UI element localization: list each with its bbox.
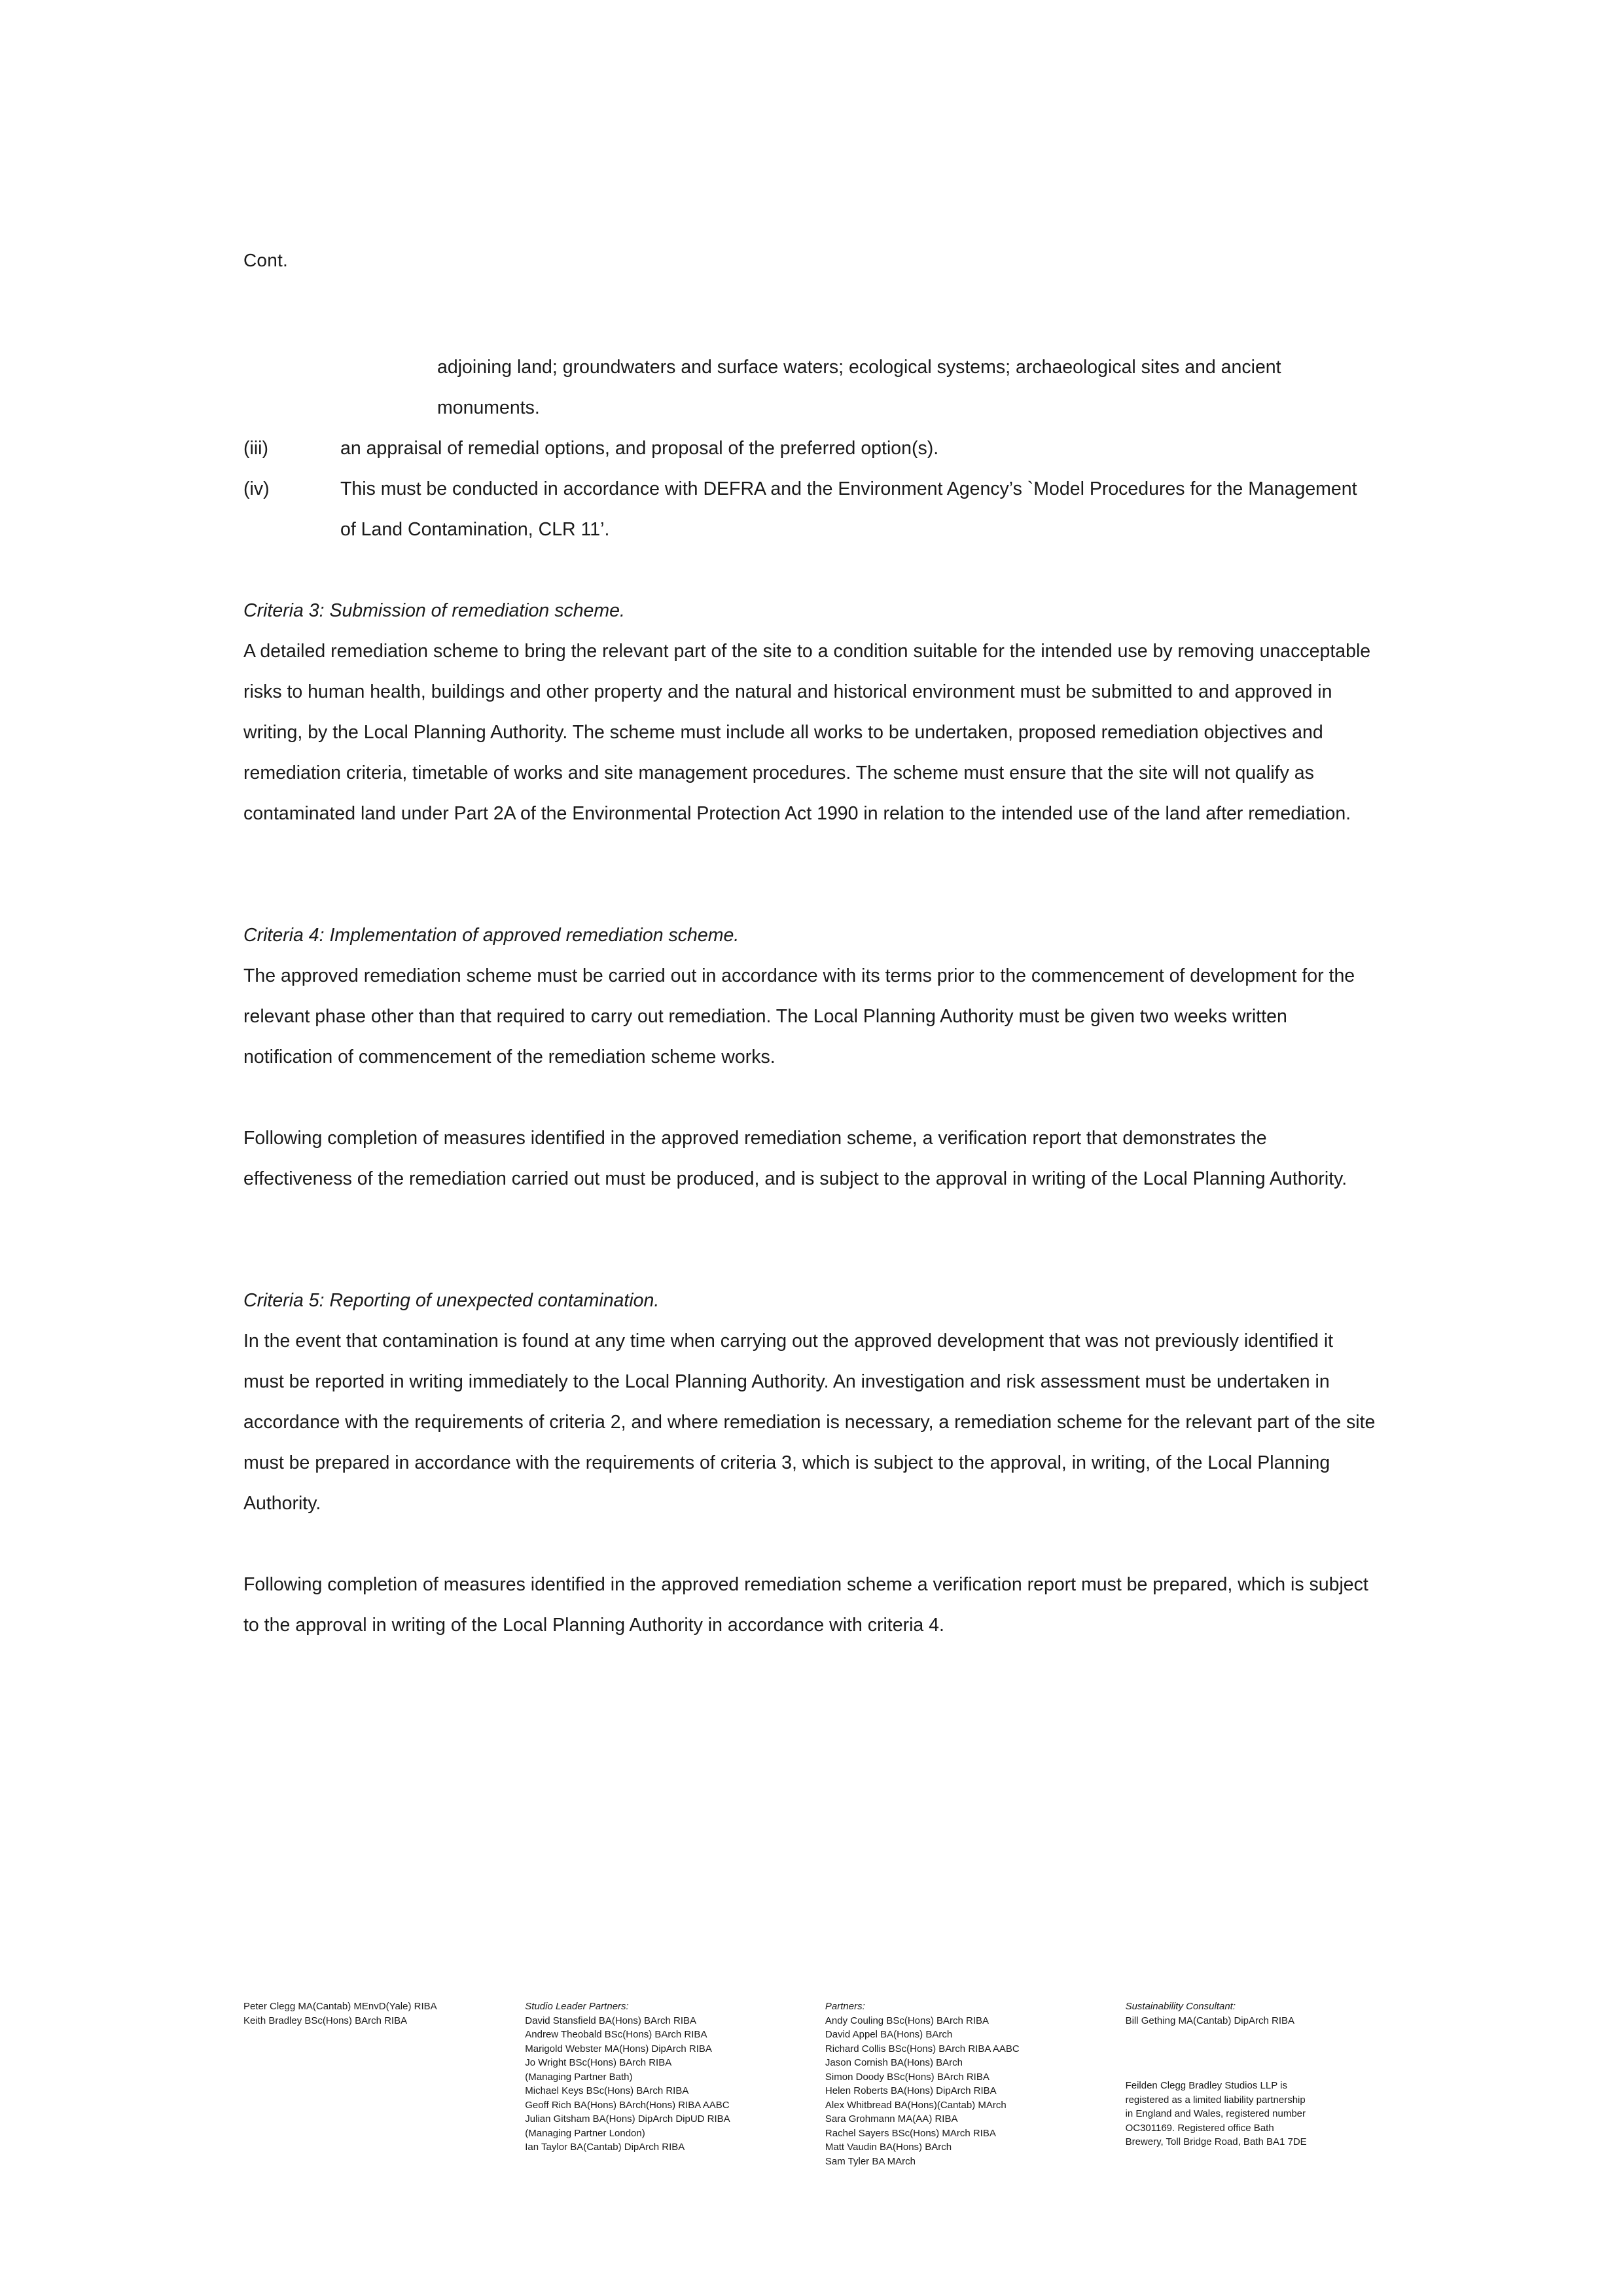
legal-notice bbox=[1126, 2079, 1373, 2149]
footer-line: Andrew Theobald BSc(Hons) BArch RIBA bbox=[525, 2029, 707, 2040]
section-heading: Criteria 5: Reporting of unexpected contamination. bbox=[243, 1290, 660, 1311]
section-criteria-5 bbox=[243, 1280, 1376, 1645]
footer-columns bbox=[243, 2000, 1382, 2168]
section-heading: Criteria 4: Implementation of approved remediation scheme. bbox=[243, 925, 740, 946]
legal-line: Feilden Clegg Bradley Studios LLP is bbox=[1125, 2080, 1287, 2091]
footer-line: Richard Collis BSc(Hons) BArch RIBA AABC bbox=[825, 2043, 1020, 2054]
footer-line: Marigold Webster MA(Hons) DipArch RIBA bbox=[525, 2043, 712, 2054]
legal-line: in England and Wales, registered number bbox=[1125, 2108, 1306, 2119]
section-criteria-4 bbox=[243, 915, 1376, 1199]
footer-column-title: Studio Leader Partners: bbox=[525, 2001, 629, 2012]
spacer bbox=[243, 1199, 1376, 1240]
section-paragraph: Following completion of measures identified in the approved remediation scheme a verification report must be prepared, which is subject to the approval in writing of the Local Planning Authority in accordance with criteria 4. bbox=[243, 1574, 1368, 1636]
list-item bbox=[243, 428, 1376, 469]
footer-line: Andy Couling BSc(Hons) BArch RIBA bbox=[825, 2015, 990, 2026]
numbered-list bbox=[243, 347, 1376, 550]
footer-line: Jo Wright BSc(Hons) BArch RIBA bbox=[525, 2057, 672, 2068]
footer-column-founders bbox=[243, 2000, 525, 2028]
footer-line: (Managing Partner London) bbox=[525, 2127, 645, 2139]
continuation-label: Cont. bbox=[243, 250, 288, 270]
footer-line: Matt Vaudin BA(Hons) BArch bbox=[825, 2142, 952, 2153]
footer-line: Michael Keys BSc(Hons) BArch RIBA bbox=[525, 2085, 689, 2096]
spacer bbox=[243, 834, 1376, 874]
footer-line: Alex Whitbread BA(Hons)(Cantab) MArch bbox=[825, 2099, 1007, 2111]
footer-column-sustainability bbox=[1126, 2000, 1382, 2149]
footer-line: Simon Doody BSc(Hons) BArch RIBA bbox=[825, 2071, 990, 2083]
section-heading: Criteria 3: Submission of remediation scheme. bbox=[243, 600, 625, 621]
section-paragraph: A detailed remediation scheme to bring the relevant part of the site to a condition suitable for the intended use by removing unacceptable risks to human health, buildings and other property and the natural and historical environment must be submitted to and approved in writing, by the Local Planning Authority. The scheme must include all works to be undertaken, proposed remediation objectives and remediation criteria, timetable of works and site management procedures. The scheme must ensure that the site will not qualify as contaminated land under Part 2A of the Environmental Protection Act 1990 in relation to the intended use of the land after remediation. bbox=[243, 641, 1371, 824]
legal-line: OC301169. Registered office Bath bbox=[1125, 2122, 1274, 2134]
footer-line: Peter Clegg MA(Cantab) MEnvD(Yale) RIBA bbox=[243, 2001, 437, 2012]
footer-column-partners bbox=[825, 2000, 1126, 2168]
section-paragraph: In the event that contamination is found at any time when carrying out the approved development that was not previously identified it must be reported in writing immediately to the Local Planning Authority. An investigation and risk assessment must be undertaken in accordance with the requirements of criteria 2, and where remediation is necessary, a remediation scheme for the relevant part of the site must be prepared in accordance with the requirements of criteria 3, which is subject to the approval, in writing, of the Local Planning Authority. bbox=[243, 1331, 1376, 1514]
footer-line: Julian Gitsham BA(Hons) DipArch DipUD RIBA bbox=[525, 2113, 730, 2125]
footer-line: Rachel Sayers BSc(Hons) MArch RIBA bbox=[825, 2127, 996, 2139]
footer-line: Helen Roberts BA(Hons) DipArch RIBA bbox=[825, 2085, 997, 2096]
section-paragraph: The approved remediation scheme must be carried out in accordance with its terms prior to the commencement of development for the relevant phase other than that required to carry out remediation. The Local Planning Authority must be given two weeks written notification of commencement of the remediation scheme works. bbox=[243, 965, 1355, 1067]
section-criteria-3 bbox=[243, 590, 1376, 834]
footer-column-studio-leader-partners bbox=[525, 2000, 825, 2155]
footer-line: (Managing Partner Bath) bbox=[525, 2071, 633, 2083]
list-item-marker: (iv) bbox=[243, 478, 270, 499]
list-item-continuation: adjoining land; groundwaters and surface waters; ecological systems; archaeological sites and ancient monuments. bbox=[437, 357, 1281, 418]
footer-line: David Appel BA(Hons) BArch bbox=[825, 2029, 953, 2040]
section-paragraph: Following completion of measures identified in the approved remediation scheme, a verification report that demonstrates the effectiveness of the remediation carried out must be produced, and is subject to the approval in writing of the Local Planning Authority. bbox=[243, 1128, 1347, 1189]
spacer bbox=[243, 1077, 1376, 1118]
footer-column-title: Sustainability Consultant: bbox=[1125, 2001, 1236, 2012]
footer-line: David Stansfield BA(Hons) BArch RIBA bbox=[525, 2015, 697, 2026]
footer-line: Bill Gething MA(Cantab) DipArch RIBA bbox=[1125, 2015, 1295, 2026]
footer-line: Jason Cornish BA(Hons) BArch bbox=[825, 2057, 963, 2068]
list-item bbox=[243, 469, 1376, 550]
page-footer bbox=[243, 2000, 1382, 2168]
list-item-text: an appraisal of remedial options, and proposal of the preferred option(s). bbox=[340, 438, 939, 459]
list-item-marker: (iii) bbox=[243, 438, 268, 459]
footer-line: Sara Grohmann MA(AA) RIBA bbox=[825, 2113, 958, 2125]
spacer bbox=[243, 1524, 1376, 1564]
legal-line: registered as a limited liability partnership bbox=[1125, 2094, 1306, 2106]
legal-line: Brewery, Toll Bridge Road, Bath BA1 7DE bbox=[1125, 2136, 1307, 2147]
footer-line: Sam Tyler BA MArch bbox=[825, 2155, 916, 2167]
list-item-text: This must be conducted in accordance with DEFRA and the Environment Agency’s `Model Procedures for the Management of Land Contamination, CLR 11’. bbox=[340, 478, 1357, 540]
footer-line: Geoff Rich BA(Hons) BArch(Hons) RIBA AABC bbox=[525, 2099, 730, 2111]
footer-line: Ian Taylor BA(Cantab) DipArch RIBA bbox=[525, 2142, 685, 2153]
document-body bbox=[243, 347, 1376, 1645]
footer-column-title: Partners: bbox=[825, 2001, 865, 2012]
footer-line: Keith Bradley BSc(Hons) BArch RIBA bbox=[243, 2015, 408, 2026]
